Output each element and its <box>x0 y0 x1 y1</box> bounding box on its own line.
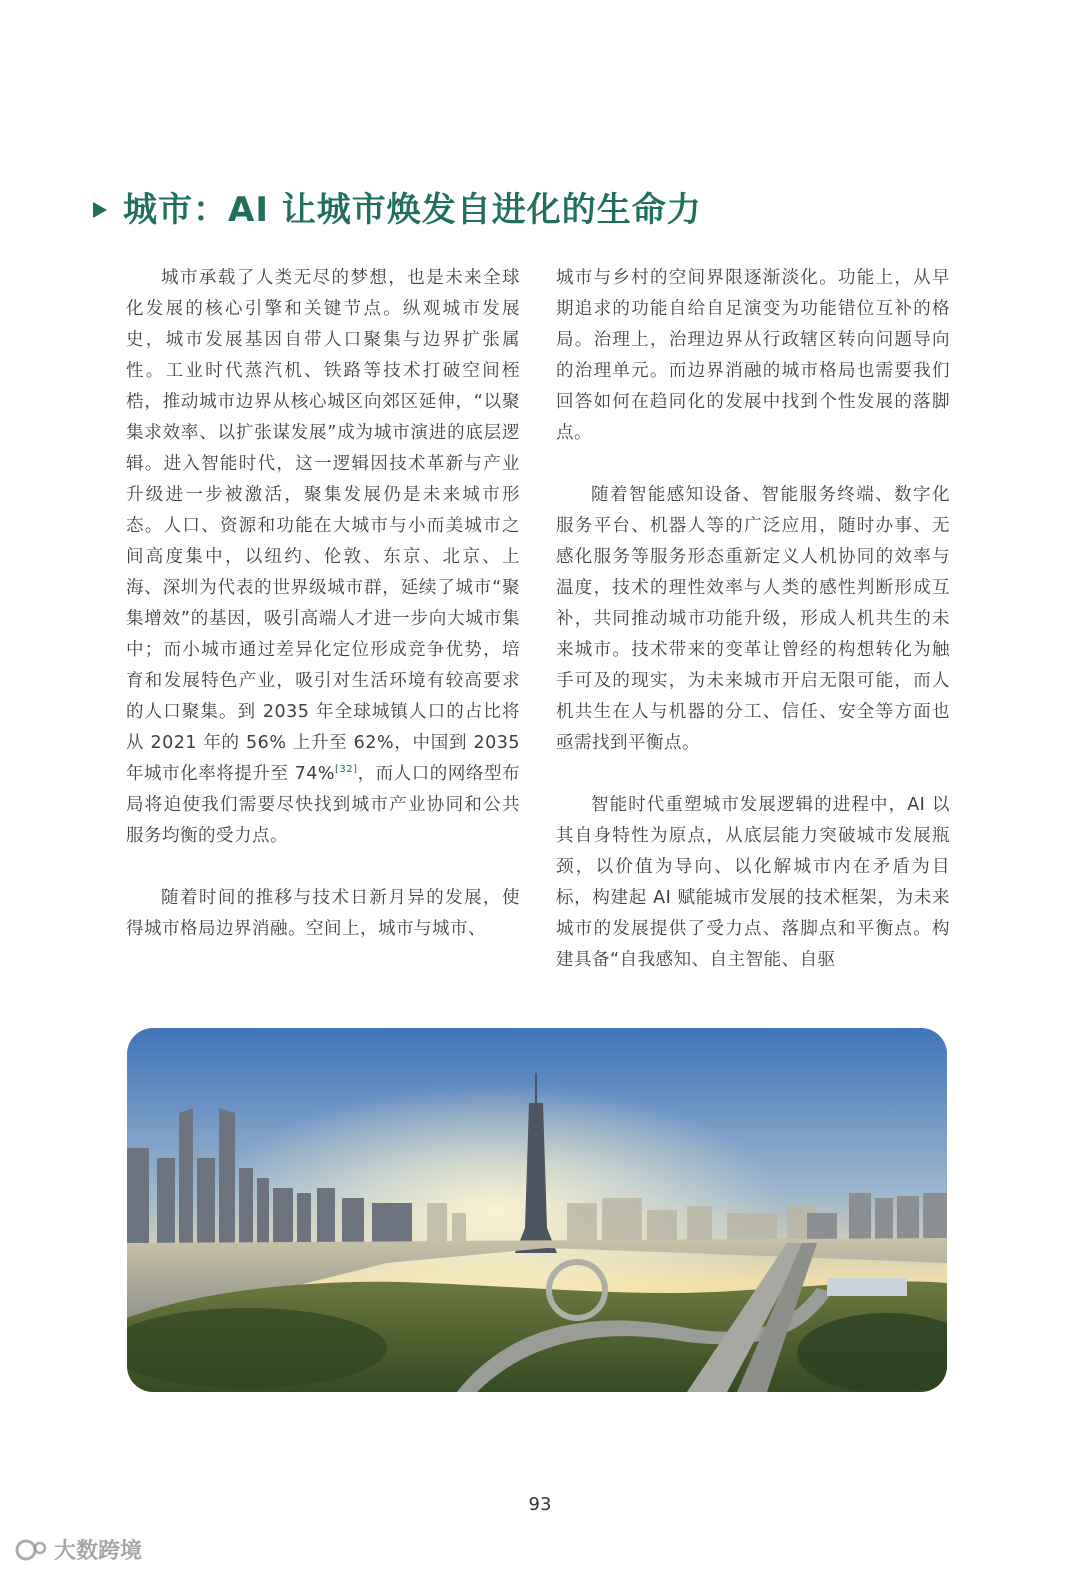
paragraph: 城市承载了人类无尽的梦想，也是未来全球化发展的核心引擎和关键节点。纵观城市发展史，城市发展基因自带人口聚集与边界扩张属性。工业时代蒸汽机、铁路等技术打破空间桎梏，推动城市边界从核心城区向郊区延伸，“以聚集求效率、以扩张谋发展”成为城市演进的底层逻辑。进入智能时代，这一逻辑因技术革新与产业升级进一步被激活，聚集发展仍是未来城市形态。人口、资源和功能在大城市与小而美城市之间高度集中，以纽约、伦敦、东京、北京、上海、深圳为代表的世界级城市群，延续了城市“聚集增效”的基因，吸引高端人才进一步向大城市集中；而小城市通过差异化定位形成竞争优势，培育和发展特色产业，吸引对生活环境有较高要求的人口聚集。到 2035 年全球城镇人口的占比将从 2021 年的 56% 上升至 62%，中国到 2035 年城市化率将提升至 74%[32]，而人口的网络型布局将迫使我们需要尽快找到城市产业协同和公共服务均衡的受力点。 <box>126 268 521 846</box>
page-title: 城市：AI 让城市焕发自进化的生命力 <box>123 190 702 230</box>
paragraph: 智能时代重塑城市发展逻辑的进程中，AI 以其自身特性为原点，从底层能力突破城市发展瓶颈，以价值为导向、以化解城市内在矛盾为目标，构建起 AI 赋能城市发展的技术框架，为未来城市的发展提供了受力点、落脚点和平衡点。构建具备“自我感知、自主智能、自驱 <box>556 795 950 970</box>
page-number: 93 <box>528 1494 552 1515</box>
watermark <box>14 1534 142 1565</box>
paragraph: 随着智能感知设备、智能服务终端、数字化服务平台、机器人等的广泛应用，随时办事、无感化服务等服务形态重新定义人机协同的效率与温度，技术的理性效率与人类的感性判断形成互补，共同推动城市功能升级，形成人机共生的未来城市。技术带来的变革让曾经的构想转化为触手可及的现实，为未来城市开启无限可能，而人机共生在人与机器的分工、信任、安全等方面也亟需找到平衡点。 <box>556 485 950 753</box>
citation-marker[interactable]: [32] <box>335 764 358 776</box>
watermark-logo-icon <box>14 1538 48 1562</box>
paragraph: 随着时间的推移与技术日新月异的发展，使得城市格局边界消融。空间上，城市与城市、 <box>126 888 520 939</box>
watermark-text: 大数跨境 <box>54 1539 143 1564</box>
section-heading <box>93 186 702 234</box>
city-skyline-photo <box>127 1028 947 1392</box>
right-text-column <box>556 263 950 1007</box>
paragraph: 城市与乡村的空间界限逐渐淡化。功能上，从早期追求的功能自给自足演变为功能错位互补的格局。治理上，治理边界从行政辖区转向问题导向的治理单元。而边界消融的城市格局也需要我们回答如何在趋同化的发展中找到个性发展的落脚点。 <box>556 268 950 443</box>
left-text-column <box>126 263 520 976</box>
triangle-bullet-icon <box>93 202 107 218</box>
